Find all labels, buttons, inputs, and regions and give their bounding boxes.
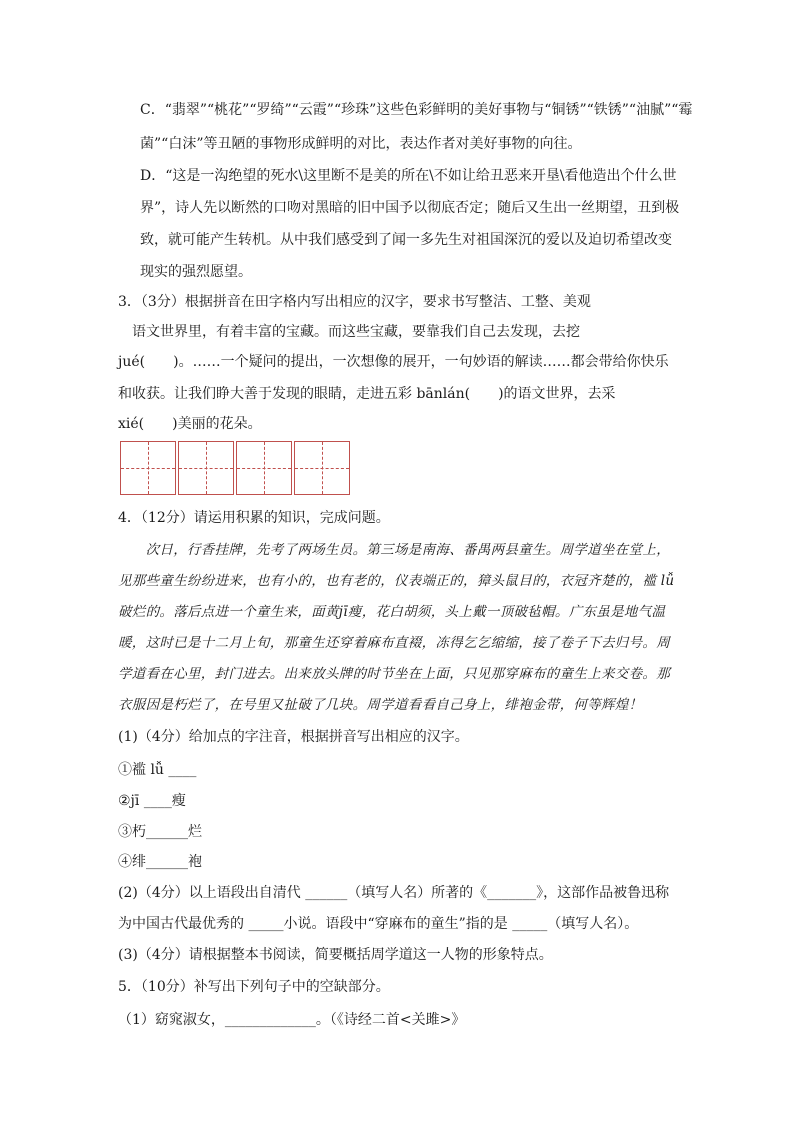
passage-line: 破烂的。落后点进一个童生来，面黄jī瘦，花白胡须，头上戴一顶破毡帽。广东虽是地气温 (118, 604, 666, 620)
sub-question-3: (3)（4分）请根据整本书阅读，简要概括周学道这一人物的形象特点。 (118, 947, 553, 963)
option-d-line2: 界”，诗人先以断然的口吻对黑暗的旧中国予以彻底否定；随后又生出一丝期望，丑到极 (140, 200, 680, 216)
passage-line: 学道看在心里，封门进去。出来放头牌的时节坐在上面，只见那穿麻布的童生上来交卷。那 (118, 666, 670, 682)
sub-item-2: ②jī ____瘦 (118, 793, 186, 809)
sub-item-1: ①褴 lǚ ____ (118, 762, 197, 778)
option-d-line3: 致，就可能产生转机。从中我们感受到了闻一多先生对祖国深沉的爱以及迫切希望改变 (140, 232, 672, 248)
question-3-line1: 语文世界里，有着丰富的宝藏。而这些宝藏，要靠我们自己去发现，去挖 (118, 324, 580, 340)
option-c-line1: C．“翡翠”“桃花”“罗绮”“云霞”“珍珠”这些色彩鲜明的美好事物与“铜锈”“铁锈”“油腻”“霉 (140, 102, 693, 118)
tianzige-box[interactable] (294, 441, 350, 495)
question-3-title: 3．（3分）根据拼音在田字格内写出相应的汉字，要求书写整洁、工整、美观 (118, 294, 591, 310)
tianzige-box[interactable] (120, 441, 176, 495)
question-3-line4: xié( )美丽的花朵。 (118, 416, 262, 432)
question-3-line3: 和收获。让我们睁大善于发现的眼睛，走进五彩 bānlán( )的语文世界，去采 (118, 386, 616, 402)
sub-item-3: ③朽______烂 (118, 824, 202, 840)
question-5-item-1: （1）窈窕淑女，_____________。（《诗经二首<关雎>》 (118, 1012, 466, 1028)
sub-item-4: ④绯______袍 (118, 854, 202, 870)
tianzige-box[interactable] (236, 441, 292, 495)
option-d-line4: 现实的强烈愿望。 (140, 264, 252, 280)
option-d-line1: D．“这是一沟绝望的死水\这里断不是美的所在\不如让给丑恶来开垦\看他造出个什么世 (140, 168, 677, 184)
sub-question-1: (1)（4分）给加点的字注音，根据拼音写出相应的汉字。 (118, 729, 469, 745)
passage-line: 衣服因是朽烂了，在号里又扯破了几块。周学道看看自己身上，绯袍金带，何等辉煌！ (118, 697, 643, 713)
option-c-line2: 菌”“白沫”等丑陋的事物形成鲜明的对比，表达作者对美好事物的向往。 (140, 136, 582, 152)
passage-line: 见那些童生纷纷进来，也有小的，也有老的，仪表端正的，獐头鼠目的，衣冠齐楚的，褴 lǚ (118, 573, 675, 589)
tianzige-box[interactable] (178, 441, 234, 495)
question-5-title: 5．（10分）补写出下列句子中的空缺部分。 (118, 979, 390, 995)
sub-question-2-line1: (2)（4分）以上语段出自清代 ______（填写人名）所著的《_______》，这部作品被鲁迅称 (118, 885, 670, 901)
sub-question-2-line2: 为中国古代最优秀的 _____小说。语段中“穿麻布的童生”指的是 _____（填写人名）。 (118, 916, 639, 932)
question-3-line2: jué( )。……一个疑问的提出，一次想像的展开，一句妙语的解读……都会带给你快乐 (118, 354, 669, 370)
passage-line: 次日，行香挂牌，先考了两场生员。第三场是南海、番禺两县童生。周学道坐在堂上， (118, 542, 670, 558)
passage-line: 暖，这时已是十二月上旬，那童生还穿着麻布直裰，冻得乞乞缩缩，接了卷子下去归号。周 (118, 635, 670, 651)
question-4-title: 4．（12分）请运用积累的知识，完成问题。 (118, 510, 390, 526)
tianzige-grid (120, 441, 352, 495)
